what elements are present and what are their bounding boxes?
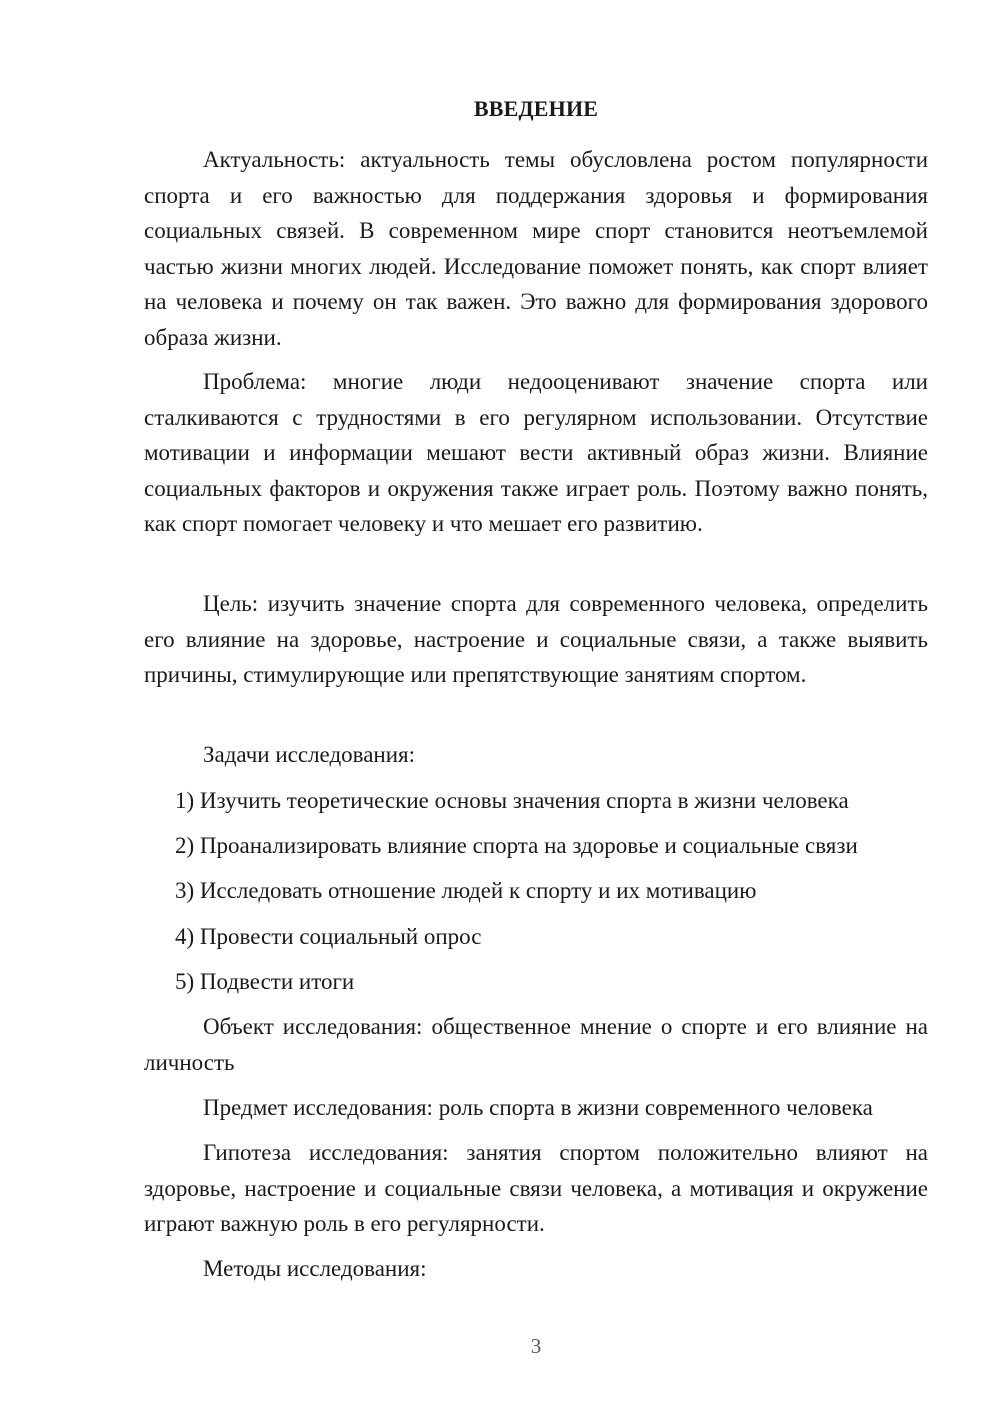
task-item: 2) Проанализировать влияние спорта на здоровье и социальные связи <box>175 833 858 858</box>
tasks-heading: Задачи исследования: <box>203 742 416 767</box>
subject-paragraph: Предмет исследования: роль спорта в жизни современного человека <box>203 1095 873 1120</box>
task-item: 4) Провести социальный опрос <box>175 924 482 949</box>
problem-paragraph: Проблема: многие люди недооценивают значение спорта или сталкиваются с трудностями в его регулярном использовании. Отсутствие мотивации и информации мешают вести активный образ жизни. Влияние социальных факторов и окружения также играет роль. Поэтому важно понять, как спорт помогает человеку и что мешает его развитию. <box>144 369 928 536</box>
task-item: 1) Изучить теоретические основы значения спорта в жизни человека <box>175 788 849 813</box>
task-item: 3) Исследовать отношение людей к спорту и их мотивацию <box>175 878 757 903</box>
page-title: ВВЕДЕНИЕ <box>473 96 599 121</box>
methods-heading: Методы исследования: <box>203 1256 427 1281</box>
object-paragraph: Объект исследования: общественное мнение о спорте и его влияние на личность <box>144 1014 928 1075</box>
task-item: 5) Подвести итоги <box>175 969 355 994</box>
relevance-paragraph: Актуальность: актуальность темы обусловлена ростом популярности спорта и его важностью для поддержания здоровья и формирования социальных связей. В современном мире спорт становится неотъемлемой частью жизни многих людей. Исследование поможет понять, как спорт влияет на человека и почему он так важен. Это важно для формирования здорового образа жизни. <box>144 147 928 350</box>
hypothesis-paragraph: Гипотеза исследования: занятия спортом положительно влияют на здоровье, настроение и социальные связи человека, а мотивация и окружение играют важную роль в его регулярности. <box>144 1140 928 1236</box>
page-number: 3 <box>530 1334 542 1358</box>
goal-paragraph: Цель: изучить значение спорта для современного человека, определить его влияние на здоровье, настроение и социальные связи, а также выявить причины, стимулирующие или препятствующие занятиям спортом. <box>144 591 928 687</box>
